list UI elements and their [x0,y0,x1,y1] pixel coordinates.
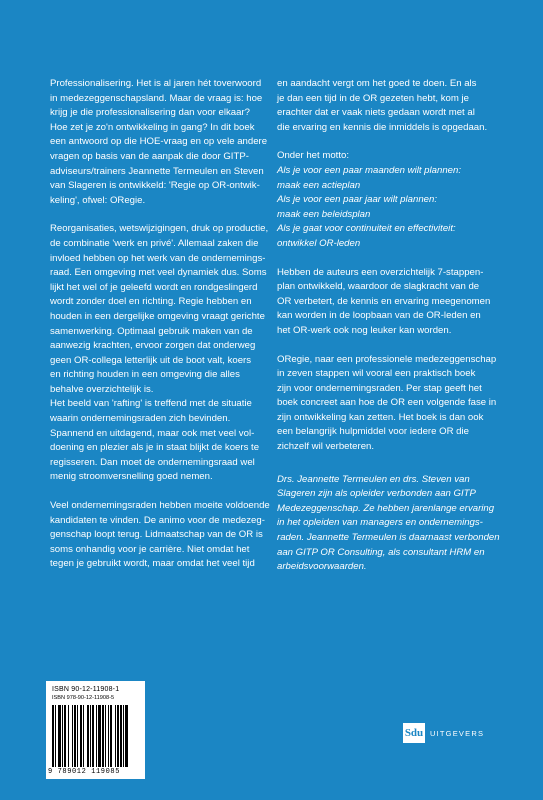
text-line: Het beeld van 'rafting' is treffend met de situatie [50,398,252,410]
text-line: kandidaten te vinden. De animo voor de medezeg- [50,514,265,526]
text-line: Hebben de auteurs een overzichtelijk 7-stappen- [277,266,484,278]
text-line: menig stroomversnelling goed nemen. [50,471,213,483]
text-line: maak een beleidsplan [277,208,371,220]
text-line: aanwezig krachten, ervoor zorgen dat onderweg [50,340,256,352]
text-line: samenwerking. Optimaal gebruik maken van de [50,325,253,337]
text-line: en aandacht vergt om het goed te doen. En als [277,78,477,89]
text-line: ORegie, naar een professionele medezeggenschap [277,353,497,365]
text-line: je dan een tijd in de OR gezeten hebt, kom je [277,92,469,104]
right-text-column [277,77,499,589]
text-line: Drs. Jeannette Termeulen en drs. Steven van [277,473,470,485]
text-line: en richting houden in een omgeving die alles [50,369,240,381]
text-line: genschap loopt terug. Lidmaatschap van de OR is [50,529,263,541]
text-line: in medezeggenschapsland. Maar de vraag is: hoe [50,92,263,104]
text-line: Medezeggenschap. Ze hebben jarenlange ervaring [277,502,495,514]
author-bio [277,473,499,575]
text-line: Reorganisaties, wetswijzigingen, druk op productie, [50,223,269,235]
text-line: doening en plezier als je in staat blijkt de koers te [50,442,260,454]
text-line: soms onhandig voor je carrière. Niet omdat het [50,543,250,555]
text-line: een belangrijk hulpmiddel voor iedere OR die [277,426,469,438]
text-line: arbeidsvoorwaarden. [277,561,367,573]
left-text-column [50,77,270,586]
text-line: Professionalisering. Het is al jaren hét toverwoord [50,78,262,89]
isbn-13-label: ISBN 978-90-12-11908-5 [52,695,115,701]
text-line: maak een actieplan [277,179,361,191]
text-line: Spannend en uitdagend, maar ook met veel vol- [50,427,255,439]
barcode-bars [52,705,139,767]
context-paragraph [50,222,270,397]
text-line: lijkt het wel of je geleefd wordt en rondgeslingerd [50,281,258,293]
isbn-10-label: ISBN 90-12-11908-1 [52,686,120,693]
text-line: houden in een dergelijke omgeving vraagt gerichte [50,310,265,322]
text-line: wordt zonder doel en richting. Regie hebben en [50,296,252,308]
isbn-barcode [46,681,145,779]
text-line: het OR-werk ook nog leuker kan worden. [277,324,452,336]
book-description-paragraph [277,353,499,455]
text-line: in het opleiden van managers en ondernemings- [277,517,483,529]
text-line: regisseren. Dan moet de ondernemingsraad wel [50,456,255,468]
text-line: van Slageren is ontwikkeld: 'Regie op OR-ontwik- [50,180,260,192]
text-line: Veel ondernemingsraden hebben moeite voldoende [50,500,270,512]
motto-intro: Onder het motto: [277,150,349,162]
text-line: waarin ondernemingsraden zich bevinden. [50,413,231,425]
motto-lines [277,164,499,252]
text-line: zichzelf wil verbeteren. [277,441,375,453]
text-line: invloed hebben op het werk van de ondernemings- [50,252,266,264]
publisher-logo [403,722,484,744]
text-line: kan worden in de loopbaan van de OR-leden en [277,310,481,322]
text-line: geen OR-collega letterlijk uit de boot valt, koers [50,354,252,366]
rafting-paragraph [50,397,270,485]
text-line: erachter dat er vaak niets gedaan wordt met al [277,107,475,119]
text-line: ontwikkel OR-leden [277,237,361,249]
continuation-paragraph [277,77,499,135]
text-line: een antwoord op die HOE-vraag en op vele andere [50,136,268,148]
intro-paragraph [50,77,270,208]
text-line: die ervaring en kennis die inmiddels is opgedaan. [277,121,488,133]
text-line: krijg je die professionalisering dan voor elkaar? [50,107,250,119]
motto-block [277,149,499,251]
text-line: behalve overzichtelijk is. [50,383,154,395]
text-line: boek concreet aan hoe de OR een volgende fase in [277,397,497,409]
sdu-logo-mark: Sdu [403,723,425,743]
text-line: zijn ontwikkeling kan zetten. Het boek is dan ook [277,411,484,423]
plan-paragraph [277,266,499,339]
text-line: adviseurs/trainers Jeannette Termeulen en Steven [50,165,264,177]
text-line: raad. Een omgeving met veel dynamiek dus. Soms [50,267,267,279]
text-line: aan GITP OR Consulting, als consultant HRM en [277,546,485,558]
text-line: Als je voor een paar maanden wilt plannen: [277,164,461,176]
text-line: tegen je gebruikt wordt, maar omdat het veel tijd [50,558,255,570]
publisher-name: UITGEVERS [430,728,485,738]
text-line: zijn voor ondernemingsraden. Per stap geeft het [277,382,482,394]
text-line: Slageren zijn als opleider verbonden aan GITP [277,488,476,500]
candidates-paragraph [50,499,270,572]
text-line: plan ontwikkeld, waardoor de slagkracht van de [277,281,480,293]
text-line: in zeven stappen wil vooral een praktisch boek [277,368,476,380]
text-line: Hoe zet je zo'n ontwikkeling in gang? In dit boek [50,121,255,133]
text-line: Als je voor een paar jaar wilt plannen: [277,194,437,206]
text-line: de combinatie 'werk en privé'. Allemaal zaken die [50,237,259,249]
text-line: raden. Jeannette Termeulen is daarnaast verbonden [277,532,500,544]
text-line: vragen op basis van de aanpak die door GITP- [50,150,249,162]
text-line: Als je gaat voor continuiteit en effectiviteit: [277,223,456,235]
text-line: keling', ofwel: ORegie. [50,194,146,206]
text-line: OR verbetert, de kennis en ervaring meegenomen [277,295,491,307]
barcode-number: 9 789012 119085 [48,768,121,776]
